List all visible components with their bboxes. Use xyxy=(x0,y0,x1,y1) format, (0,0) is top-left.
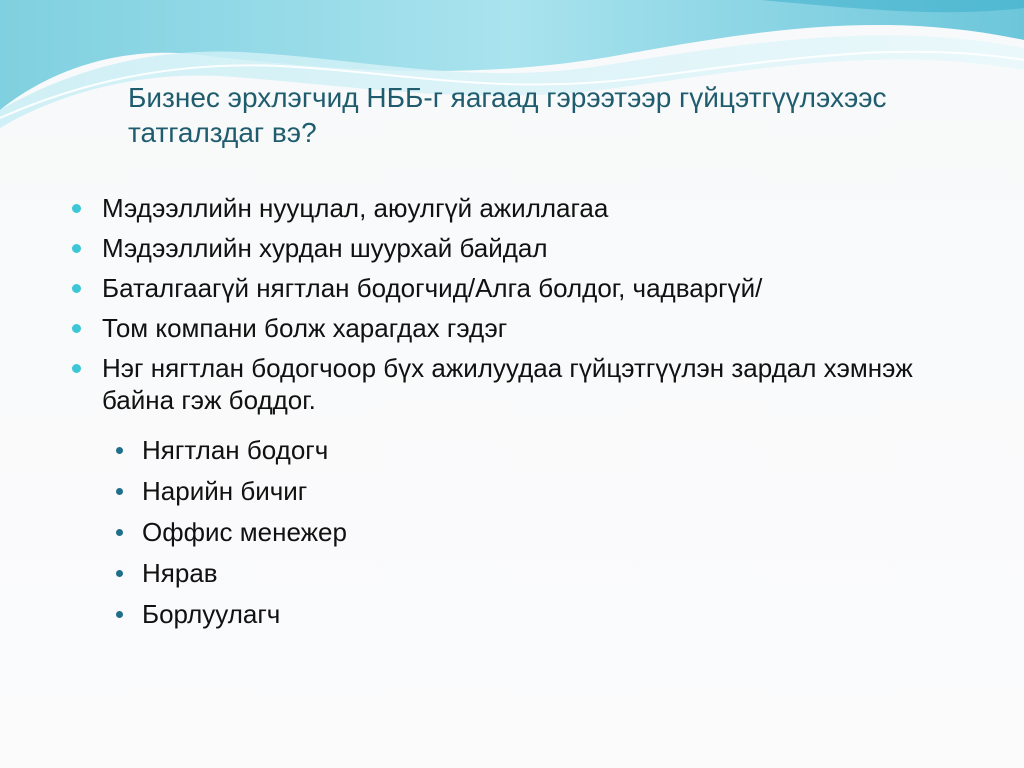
sub-bullet-icon xyxy=(116,529,123,536)
sub-bullet-item xyxy=(110,557,347,598)
sub-bullet-item xyxy=(110,516,347,557)
sub-bullet-text: Нарийн бичиг xyxy=(142,476,308,506)
bullet-text: Мэдээллийн хурдан шуурхай байдал xyxy=(102,233,548,263)
sub-bullet-text: Борлуулагч xyxy=(142,599,281,629)
bullet-item xyxy=(70,232,950,264)
sub-bullet-text: Нягтлан бодогч xyxy=(142,435,329,465)
bullet-item xyxy=(70,312,950,344)
bullet-item xyxy=(70,352,950,416)
sub-bullet-icon xyxy=(116,570,123,577)
bullet-text: Том компани болж харагдах гэдэг xyxy=(102,313,508,343)
sub-bullet-item xyxy=(110,475,347,516)
slide-title: Бизнес эрхлэгчид НББ-г яагаад гэрээтээр гүйцэтгүүлэхээс татгалздаг вэ? xyxy=(128,82,887,148)
sub-bullet-text: Оффис менежер xyxy=(142,517,347,547)
bullet-item xyxy=(70,272,950,304)
bullet-icon xyxy=(72,284,81,293)
sub-bullet-icon xyxy=(116,611,123,618)
main-bullet-list xyxy=(70,192,950,424)
bullet-icon xyxy=(72,204,81,213)
sub-bullet-list xyxy=(110,434,347,639)
sub-bullet-item xyxy=(110,598,347,639)
sub-bullet-icon xyxy=(116,447,123,454)
bullet-item xyxy=(70,192,950,224)
bullet-text: Нэг нягтлан бодогчоор бүх ажилуудаа гүйцэтгүүлэн зардал хэмнэж байна гэж боддог. xyxy=(102,353,913,415)
bullet-text: Баталгаагүй нягтлан бодогчид/Алга болдог, чадваргүй/ xyxy=(102,273,763,303)
sub-bullet-item xyxy=(110,434,347,475)
bullet-icon xyxy=(72,324,81,333)
bullet-text: Мэдээллийн нууцлал, аюулгүй ажиллагаа xyxy=(102,193,609,223)
bullet-icon xyxy=(72,244,81,253)
sub-bullet-text: Нярав xyxy=(142,558,218,588)
bullet-icon xyxy=(72,364,81,373)
sub-bullet-icon xyxy=(116,488,123,495)
